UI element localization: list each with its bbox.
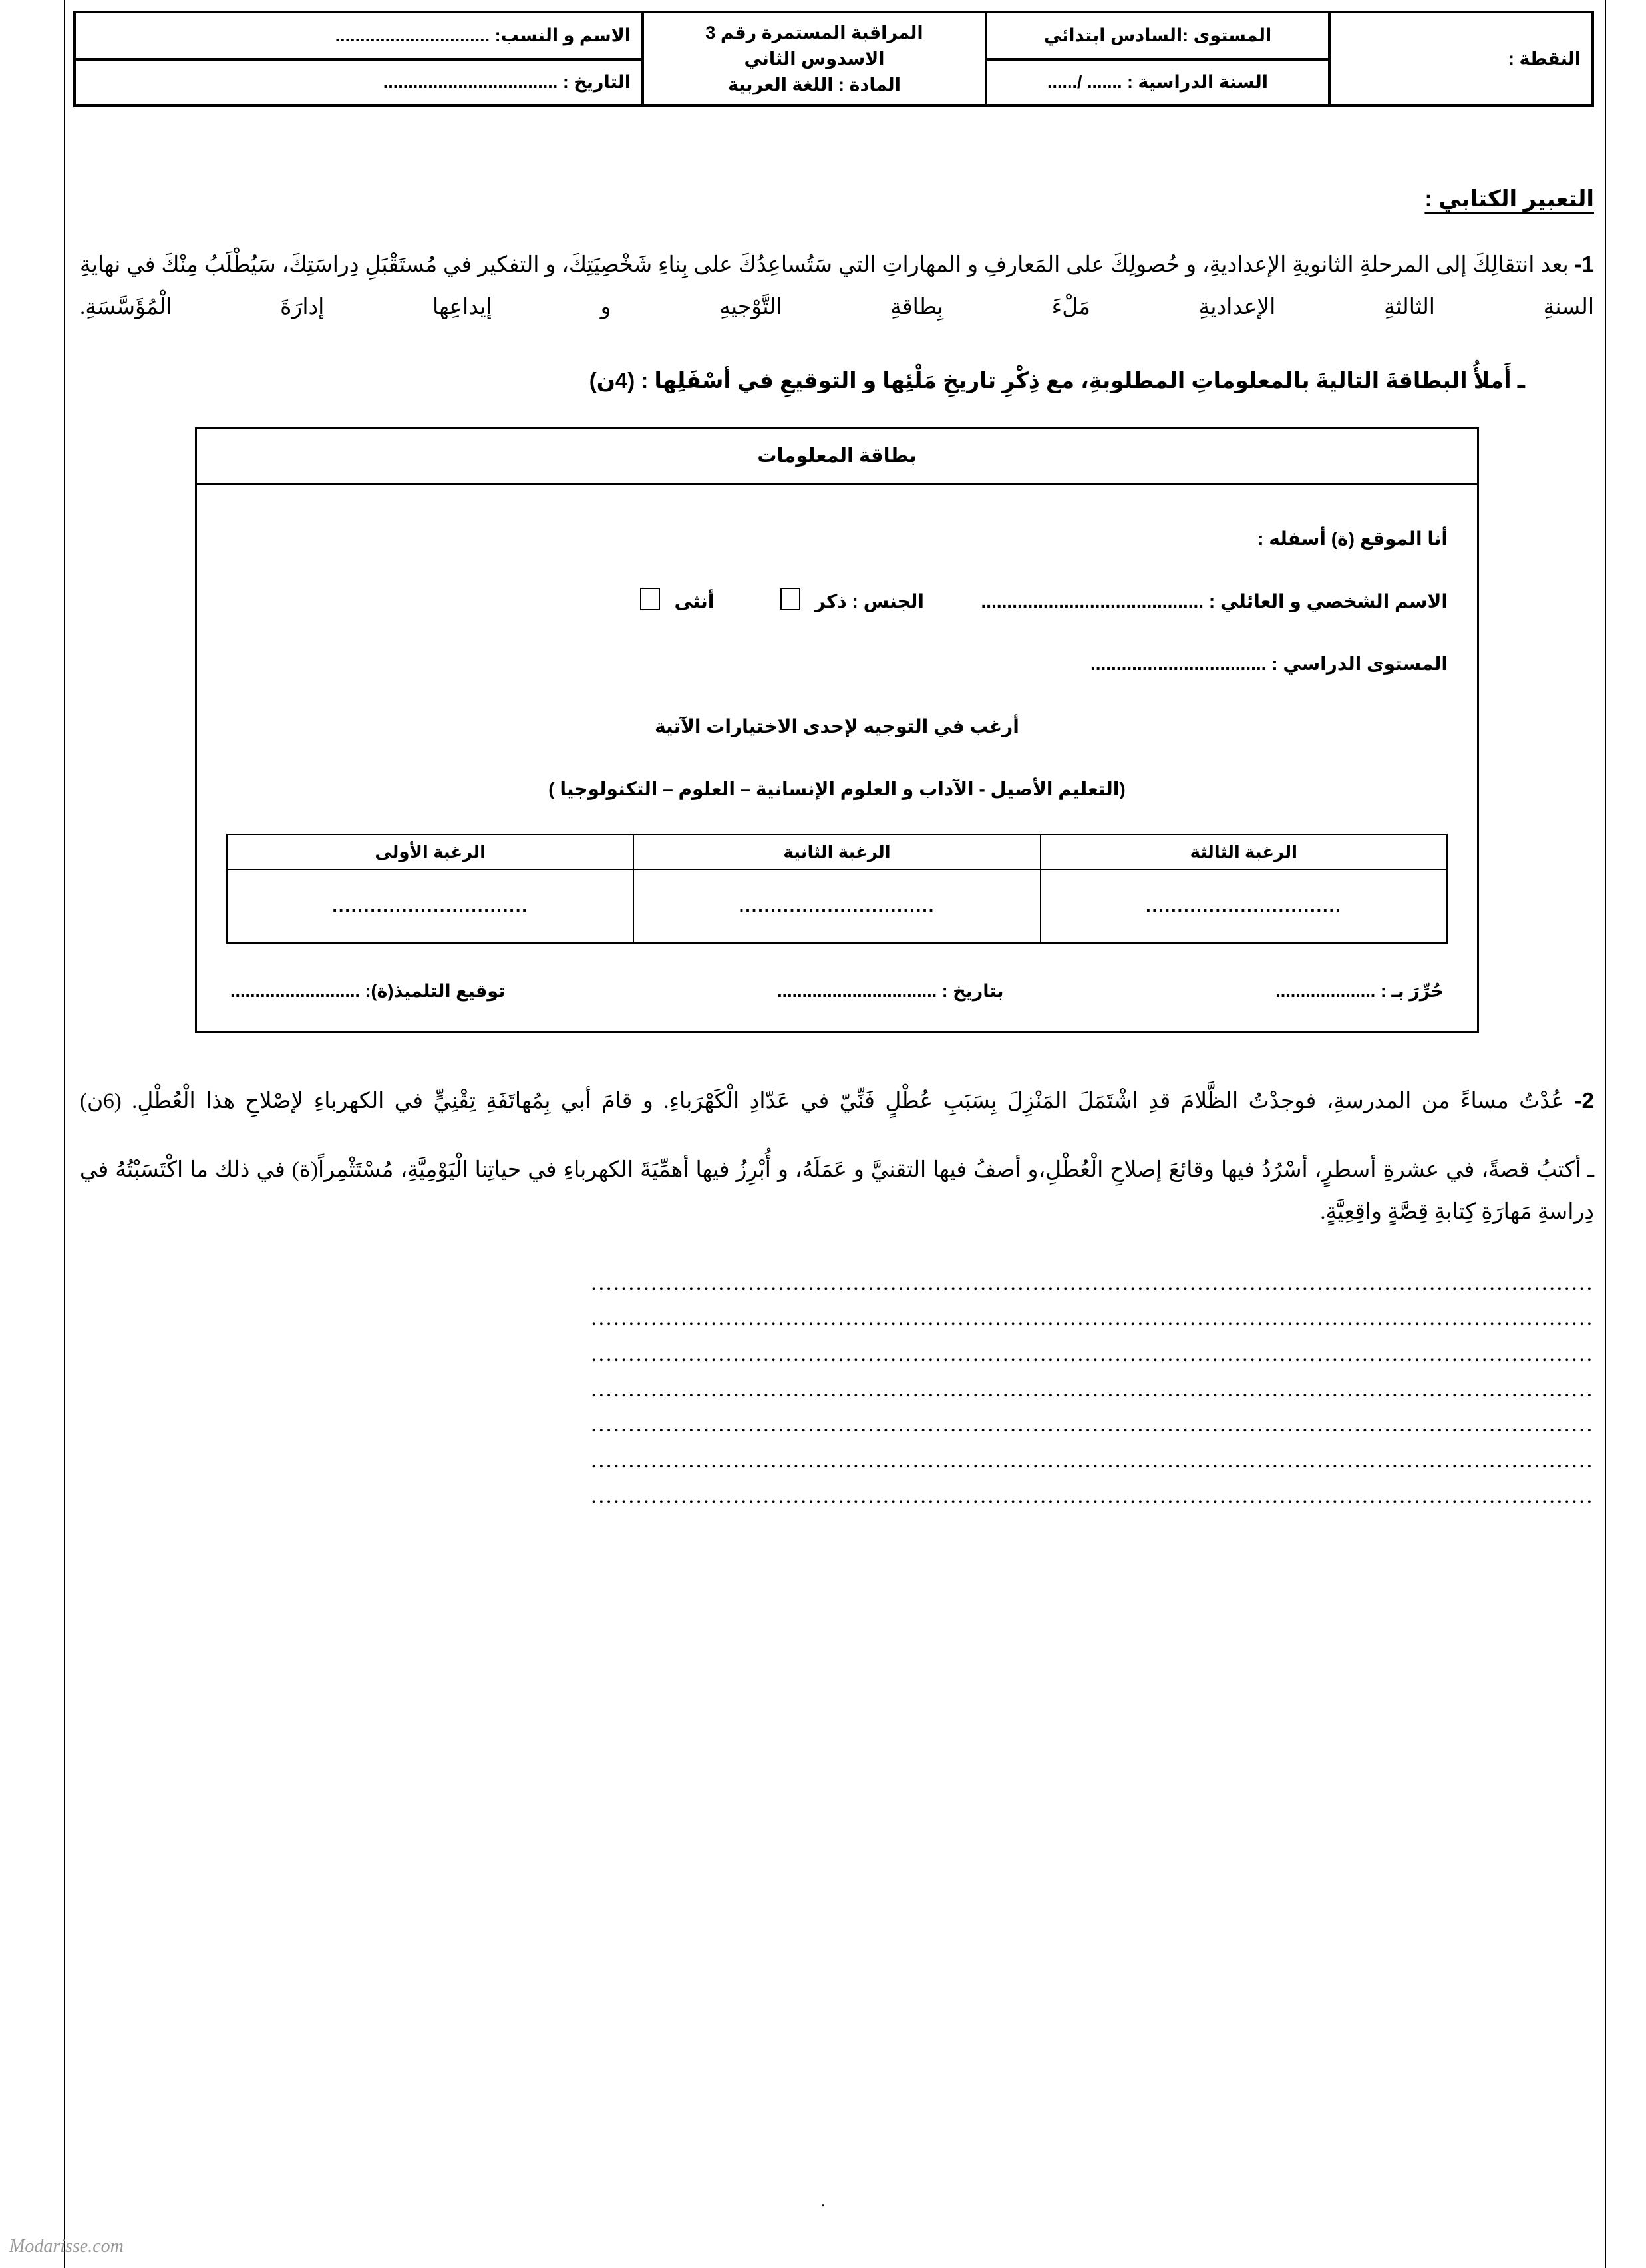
field-undersigned: [226, 525, 1448, 553]
page-border-right: [1605, 0, 1606, 2268]
section-title-written-expression: التعبير الكتابي :: [1424, 186, 1594, 212]
field-gender-label: الجنس :: [852, 590, 924, 612]
wishes-header-row: [227, 835, 1447, 870]
name-label: الاسم و النسب:: [494, 25, 631, 45]
question-2-body: عُدْتُ مساءً من المدرسةِ، فوجدْتُ الظَّلامَ قدِ اشْتَمَلَ المَنْزِلَ بِسَبَبِ عُطْلٍ فَنِّيّ في عَدّادِ الْكَهْرَباءِ. و قامَ أبي بِمُهاتَفَةِ تِقْنِيٍّ في الكهرباءِ لإصْلاحِ هذا الْعُطْلِ. (6ن): [80, 1089, 1565, 1113]
student-signature-blank[interactable]: ..........................: [230, 980, 361, 1001]
header-identity-table: [73, 11, 1594, 107]
wish-value-second[interactable]: ...............................: [633, 870, 1040, 943]
exam-title-line2: الاسدوس الثاني: [744, 49, 885, 69]
name-blank[interactable]: ...............................: [335, 25, 490, 45]
card-date-label: بتاريخ :: [941, 980, 1004, 1001]
footer-page-mark: .: [820, 2191, 826, 2210]
written-at-label: حُرِّرَ بـ :: [1380, 980, 1444, 1001]
answer-line[interactable]: ......................................................................................................................................: [591, 1342, 1594, 1366]
information-card-body: [197, 485, 1477, 1031]
answer-lines: [80, 1266, 1594, 1515]
header-cell-level: [986, 12, 1329, 59]
answer-line[interactable]: ......................................................................................................................................: [591, 1413, 1594, 1437]
header-cell-year: [986, 59, 1329, 106]
gender-male-checkbox[interactable]: [780, 588, 800, 610]
student-signature-field: [230, 981, 505, 1002]
written-at-field: [1275, 981, 1444, 1002]
information-card-title: بطاقة المعلومات: [197, 429, 1477, 485]
year-label: السنة الدراسية :: [1127, 72, 1269, 93]
question-2-number: 2-: [1574, 1087, 1595, 1113]
exam-title-line1: المراقبة المستمرة رقم 3: [705, 23, 923, 43]
level-label: المستوى :السادس ابتدائي: [1043, 25, 1272, 45]
header-cell-name: [75, 12, 643, 59]
site-watermark: Modarisse.com: [9, 2236, 124, 2257]
wishes-table: [226, 834, 1448, 944]
mark-label: النقطة :: [1508, 49, 1581, 69]
year-blank[interactable]: ....... /......: [1047, 72, 1122, 93]
date-label: التاريخ :: [562, 72, 631, 93]
gender-male-label: ذكر: [814, 590, 847, 612]
field-school-level-blank[interactable]: ..................................: [1090, 653, 1267, 674]
field-fullname-blank[interactable]: ...........................................: [981, 590, 1204, 612]
question-1-text: [80, 243, 1594, 329]
header-cell-exam: [643, 12, 986, 106]
answer-line[interactable]: ......................................................................................................................................: [591, 1377, 1594, 1402]
field-undersigned-label: أنا الموقع (ة) أسفله :: [1257, 528, 1448, 549]
card-date-blank[interactable]: ................................: [777, 980, 937, 1001]
page-border-left: [64, 0, 65, 2268]
orientation-options: (التعليم الأصيل - الآداب و العلوم الإنسانية – العلوم – التكنولوجيا ): [548, 778, 1126, 799]
header-row-top: [75, 12, 1593, 59]
field-fullname-label: الاسم الشخصي و العائلي :: [1208, 590, 1448, 612]
exam-subject: المادة : اللغة العربية: [728, 75, 901, 95]
field-school-level: [226, 650, 1448, 678]
student-signature-label: توقيع التلميذ(ة):: [365, 980, 506, 1001]
answer-line[interactable]: ......................................................................................................................................: [591, 1306, 1594, 1331]
question-1-number: 1-: [1574, 252, 1595, 277]
wish-header-second: الرغبة الثانية: [633, 835, 1040, 870]
question-2-instruction: ـ أكتبُ قصةً، في عشرةِ أسطرٍ، أسْرُدُ فيها وقائعَ إصلاحِ الْعُطْلِ،و أصفُ فيها التقنيَّ و عَمَلَهُ، و أُبْرِزُ فيها أهمِّيَةَ الكهرباءِ في حياتِنا الْيَوْمِيَّةِ، مُسْتَثْمِراً(ة) في ذلك ما اكْتَسَبْتُهُ في دِراسةِ مَهارَةِ كِتابةِ قِصَّةٍ واقِعِيَّةٍ.: [80, 1157, 1594, 1225]
page-content: [80, 0, 1594, 1515]
card-date-field: [777, 981, 1004, 1002]
gender-female-checkbox[interactable]: [640, 588, 660, 610]
question-2-text: [80, 1079, 1594, 1123]
answer-line[interactable]: ......................................................................................................................................: [591, 1270, 1594, 1295]
orientation-intro: أرغب في التوجيه لإحدى الاختيارات الآتية: [655, 715, 1019, 737]
header-cell-mark: [1329, 12, 1593, 106]
wish-value-third[interactable]: ...............................: [1041, 870, 1447, 943]
date-blank[interactable]: ...................................: [383, 72, 558, 93]
wish-value-first[interactable]: ...............................: [227, 870, 633, 943]
information-card: [195, 427, 1479, 1033]
field-school-level-label: المستوى الدراسي :: [1271, 653, 1448, 674]
field-fullname-and-gender: [226, 588, 1448, 616]
question-1-instruction: ـ أَملأُ البطاقةَ التاليةَ بالمعلوماتِ المطلوبةِ، مع ذِكْرِ تاريخِ مَلْئِها و التوقيعِ في أسْفَلِها : (4ن): [589, 368, 1525, 393]
question-1-body: بعد انتقالِكَ إلى المرحلةِ الثانويةِ الإعداديةِ، و حُصولِكَ على المَعارفِ و المهاراتِ التي سَتُساعِدُكَ على بِناءِ شَخْصِيَتِكَ، و التفكير في مُستَقْبَلِ دِراسَتِكَ، سَيُطْلَبُ مِنْكَ في نهايةِ السنةِ الثالثةِ الإعداديةِ مَلْءَ بِطاقةِ التَّوْجيهِ و إيداعِها إدارَةَ الْمُؤَسَّسَةِ.: [80, 253, 1594, 319]
written-at-blank[interactable]: ....................: [1275, 980, 1376, 1001]
answer-line[interactable]: ......................................................................................................................................: [591, 1484, 1594, 1509]
wishes-value-row: [227, 870, 1447, 943]
gender-female-label: أنثى: [674, 590, 715, 612]
card-signature-row: [226, 944, 1448, 1014]
wish-header-first: الرغبة الأولى: [227, 835, 633, 870]
header-cell-date: [75, 59, 643, 106]
answer-line[interactable]: ......................................................................................................................................: [591, 1448, 1594, 1473]
wish-header-third: الرغبة الثالثة: [1041, 835, 1447, 870]
